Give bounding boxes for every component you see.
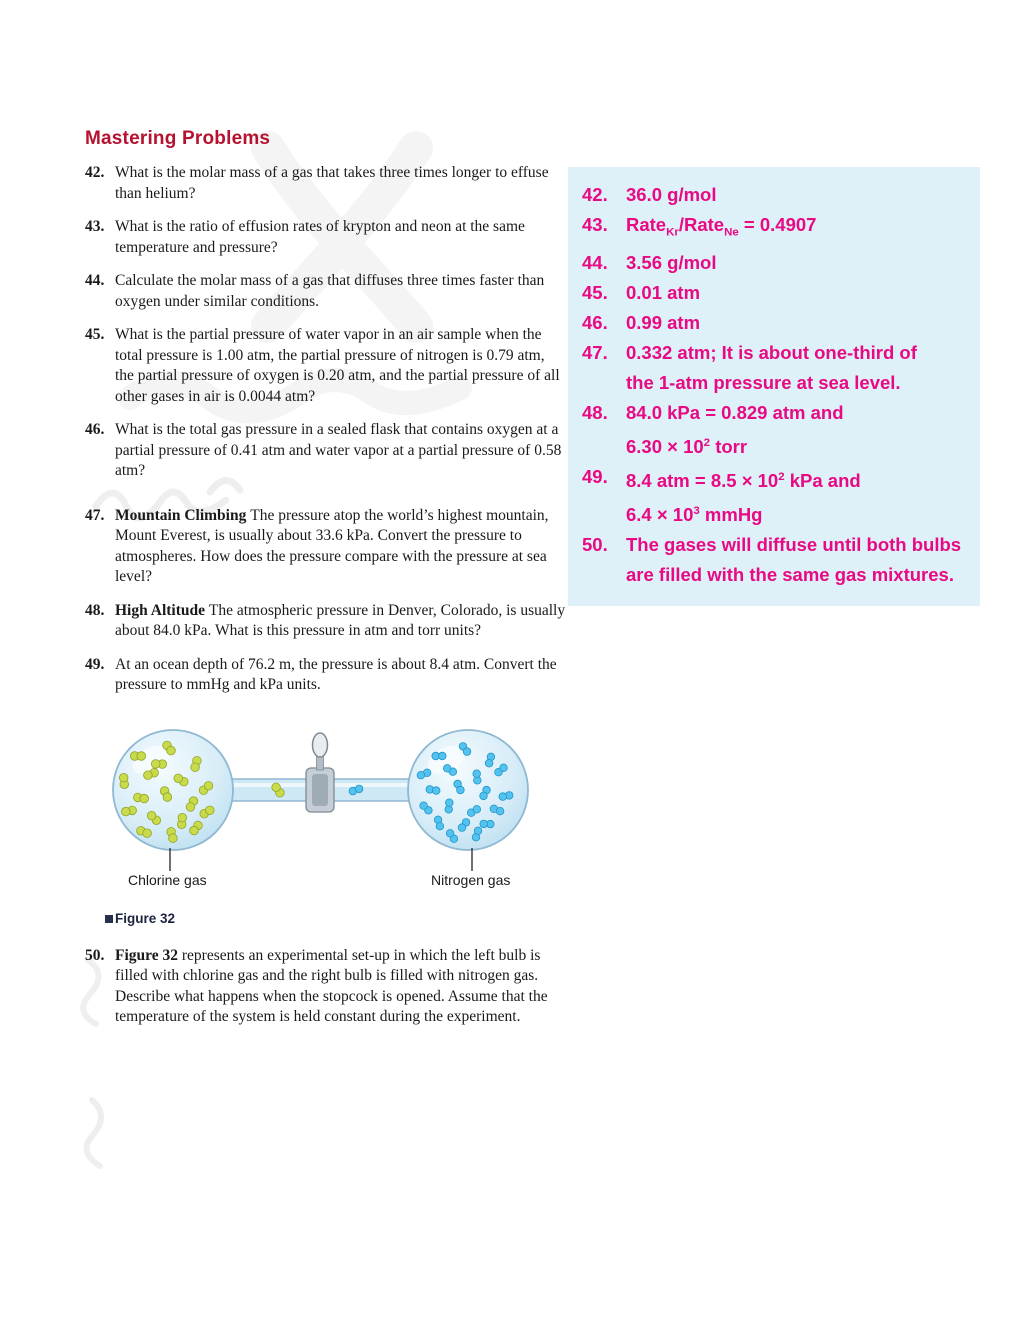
figure-caption-square-icon [105, 915, 113, 923]
problem-number: 50. [85, 946, 105, 964]
problem-item [85, 601, 567, 642]
answer-item [582, 278, 968, 308]
problem-text: What is the ratio of effusion rates of krypton and neon at the same temperature and pressure? [115, 218, 525, 256]
answer-text: The gases will diffuse until both bulbs are filled with the same gas mixtures. [626, 534, 962, 586]
problems-list-after-figure [85, 946, 567, 1028]
answer-number: 50. [582, 534, 608, 556]
problem-text: Calculate the molar mass of a gas that diffuses three times faster than oxygen under similar conditions. [115, 272, 545, 310]
problem-text: At an ocean depth of 76.2 m, the pressure is about 8.4 atm. Convert the pressure to mmHg and kPa units. [115, 655, 557, 693]
section-heading: Mastering Problems [85, 128, 271, 149]
problem-number: 49. [85, 655, 105, 673]
problem-number: 46. [85, 421, 105, 438]
answer-item [582, 462, 968, 530]
problem-text: What is the molar mass of a gas that takes three times longer to effuse than helium? [115, 164, 549, 202]
answer-text: 36.0 g/mol [626, 184, 717, 205]
answer-item [582, 398, 968, 462]
answer-number: 42. [582, 184, 608, 205]
problem-number: 44. [85, 272, 105, 289]
problem-number: 42. [85, 164, 105, 181]
answer-text: 8.4 atm = $8.5 \times 10^2$ kPa and $6.4 \times 10^3$ mmHg [626, 470, 861, 526]
problem-number: 48. [85, 601, 105, 619]
answer-number: 44. [582, 251, 608, 273]
answers-list [582, 180, 968, 590]
answer-text: 0.01 atm [626, 281, 701, 303]
answer-item [582, 210, 968, 248]
answer-text: 0.99 atm [626, 311, 701, 333]
answer-text: 84.0 kPa = 0.829 atm and $6.30 \times 10^2$ torr [626, 401, 844, 457]
answer-item [582, 180, 968, 210]
problem-text: Figure 32 represents an experimental set-up in which the left bulb is filled with chlorine gas and the right bulb is filled with nitrogen gas. Describe what happens when the stopcock is opened. Assume that the temperature of the system is held constant during the experiment. [115, 946, 548, 1025]
answer-number: 46. [582, 311, 608, 333]
stopcock-valve [306, 733, 334, 812]
answer-item [582, 530, 968, 590]
problem-item [85, 506, 567, 588]
problem-item [85, 163, 567, 204]
problem-item [85, 946, 567, 1028]
problem-item [85, 325, 567, 407]
problem-text: High Altitude The atmospheric pressure in Denver, Colorado, is usually about 84.0 kPa. What is this pressure in atm and torr units? [115, 601, 566, 639]
answer-box [568, 167, 980, 606]
problem-item [85, 271, 567, 312]
problem-text: What is the total gas pressure in a sealed flask that contains oxygen at a partial pressure of 0.41 atm and water vapor at a partial pressure of 0.58 atm? [115, 421, 562, 479]
chlorine-label: Chlorine gas [128, 871, 207, 888]
answer-item [582, 308, 968, 338]
problem-lead: Mountain Climbing [115, 506, 251, 524]
problem-number: 43. [85, 218, 105, 235]
problem-item [85, 217, 567, 258]
figure-32-apparatus [93, 724, 543, 892]
problem-lead: Figure 32 [115, 946, 182, 964]
problem-lead: High Altitude [115, 601, 209, 619]
figure-caption-text: Figure 32 [115, 910, 176, 926]
answer-number: 49. [582, 465, 608, 487]
nitrogen-label: Nitrogen gas [431, 871, 511, 888]
figure-32 [93, 724, 567, 926]
answer-item [582, 248, 968, 278]
problem-text: What is the partial pressure of water vapor in an air sample when the total pressure is 1.00 atm, the partial pressure of nitrogen is 0.79 atm, the partial pressure of oxygen is 0.20 atm, and the partial pressure of all other gases in air is 0.0044 atm? [115, 326, 560, 405]
answer-text: 3.56 g/mol [626, 251, 717, 273]
problem-item [85, 420, 567, 482]
problems-column [85, 163, 567, 1041]
problem-text: Mountain Climbing The pressure atop the world’s highest mountain, Mount Everest, is usually about 33.6 kPa. Convert the pressure to atmospheres. How does the pressure compare with the pressure at sea level? [115, 506, 549, 585]
answer-number: 45. [582, 281, 608, 303]
problems-list [85, 163, 567, 696]
problem-number: 47. [85, 506, 105, 524]
answer-number: 43. [582, 214, 608, 235]
answer-text: Rate$_{Kr}$/Rate$_{Ne}$ = 0.4907 [626, 214, 817, 239]
figure-caption [105, 911, 567, 926]
problem-item [85, 655, 567, 696]
answer-number: 48. [582, 401, 608, 423]
answer-text: 0.332 atm; It is about one-third of the 1-atm pressure at sea level. [626, 341, 917, 393]
problem-number: 45. [85, 326, 105, 343]
answer-number: 47. [582, 341, 608, 363]
answer-item [582, 338, 968, 398]
